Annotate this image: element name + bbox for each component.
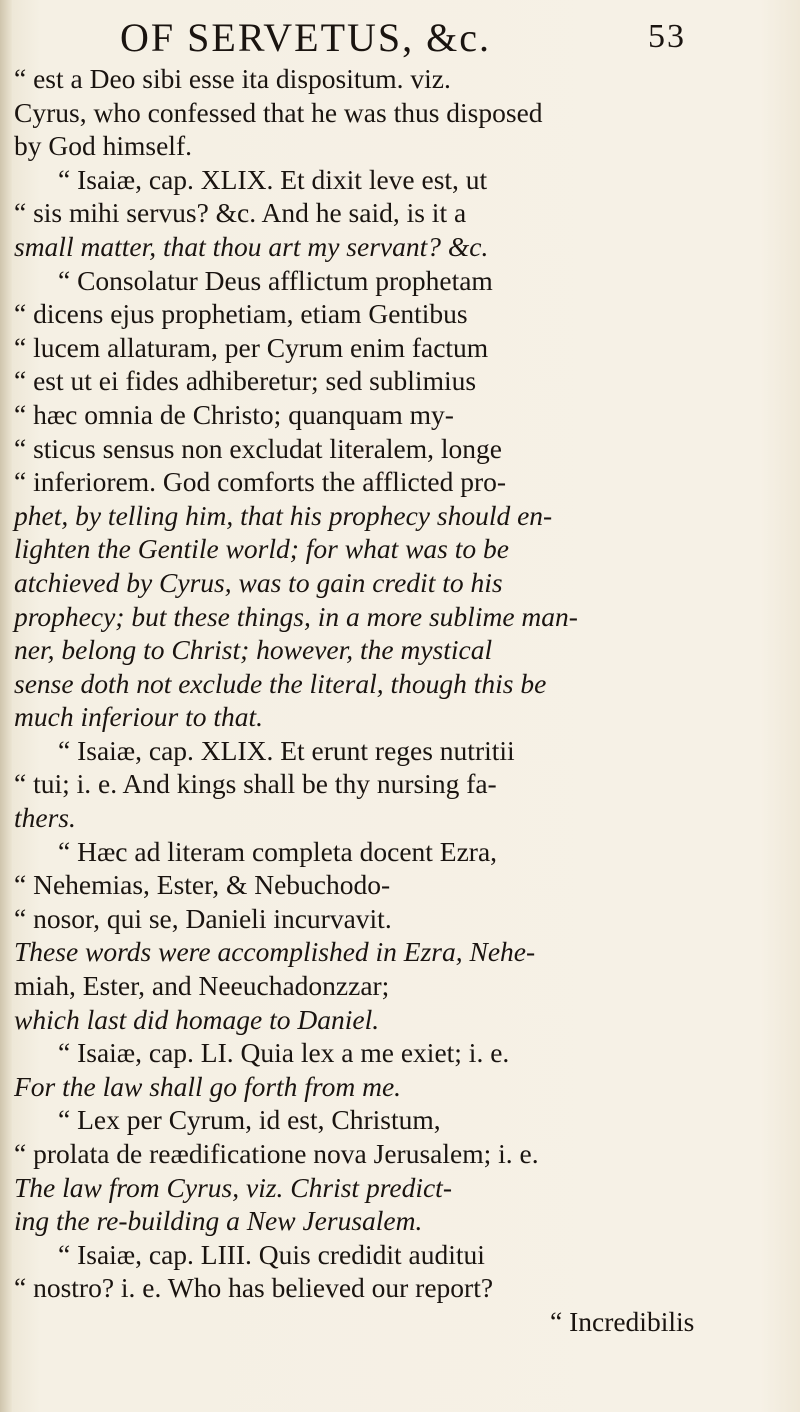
page-gutter [0,0,12,1412]
catchword: “ Incredibilis [550,1305,695,1337]
text-line: “ nostro? i. e. Who has believed our report? [14,1272,494,1304]
text-line: “ inferiorem. God comforts the afflicted pro- [14,466,507,498]
text-line: “ Isaiæ, cap. XLIX. Et erunt reges nutritii [58,734,515,766]
text-line: by God himself. [14,130,192,162]
text-line: prophecy; but these things, in a more sublime man- [14,600,578,632]
text-line: “ Consolatur Deus afflictum prophetam [58,264,493,296]
text-line: “ sis mihi servus? &c. And he said, is it a [14,197,467,229]
text-line: “ est ut ei fides adhiberetur; sed sublimius [14,365,477,397]
text-line: “ Hæc ad literam completa docent Ezra, [58,835,498,867]
text-line: The law from Cyrus, viz. Christ predict- [14,1171,452,1203]
text-line: These words were accomplished in Ezra, Nehe- [14,936,536,968]
text-line: “ Isaiæ, cap. LI. Quia lex a me exiet; i. e. [58,1037,510,1069]
text-line: small matter, that thou art my servant? &c. [14,230,489,262]
text-line: lighten the Gentile world; for what was to be [14,533,509,565]
text-line: “ est a Deo sibi esse ita dispositum. viz. [14,63,451,94]
text-line: much inferiour to that. [14,701,264,733]
text-line: Cyrus, who confessed that he was thus disposed [14,96,543,128]
text-line: “ Isaiæ, cap. LIII. Quis credidit auditui [58,1238,485,1270]
body-text [14,62,774,1339]
text-line: For the law shall go forth from me. [14,1070,402,1102]
text-line: thers. [14,802,76,834]
text-line: ing the re-building a New Jerusalem. [14,1205,423,1237]
text-line: miah, Ester, and Neeuchadonzzar; [14,970,390,1002]
text-line: atchieved by Cyrus, was to gain credit to his [14,566,503,598]
text-line: “ Nehemias, Ester, & Nebuchodo- [14,869,391,901]
text-line: which last did homage to Daniel. [14,1003,380,1035]
running-title: OF SERVETUS, &c. [120,15,492,60]
text-line: “ dicens ejus prophetiam, etiam Gentibus [14,298,468,330]
text-line: ner, belong to Christ; however, the mystical [14,634,493,666]
text-line: “ nosor, qui se, Danieli incurvavit. [14,902,392,934]
running-header [120,14,720,64]
text-line: “ sticus sensus non excludat literalem, longe [14,432,503,464]
text-line: “ Lex per Cyrum, id est, Christum, [58,1104,441,1136]
text-line: “ hæc omnia de Christo; quanquam my- [14,398,454,430]
text-line: phet, by telling him, that his prophecy should en- [14,499,553,531]
text-line: “ tui; i. e. And kings shall be thy nursing fa- [14,768,497,800]
text-line: “ prolata de reædificatione nova Jerusalem; i. e. [14,1138,539,1169]
page-number: 53 [648,18,686,55]
text-line: “ Isaiæ, cap. XLIX. Et dixit leve est, ut [58,163,488,195]
text-line: sense doth not exclude the literal, though this be [14,667,547,699]
text-line: “ lucem allaturam, per Cyrum enim factum [14,331,489,363]
